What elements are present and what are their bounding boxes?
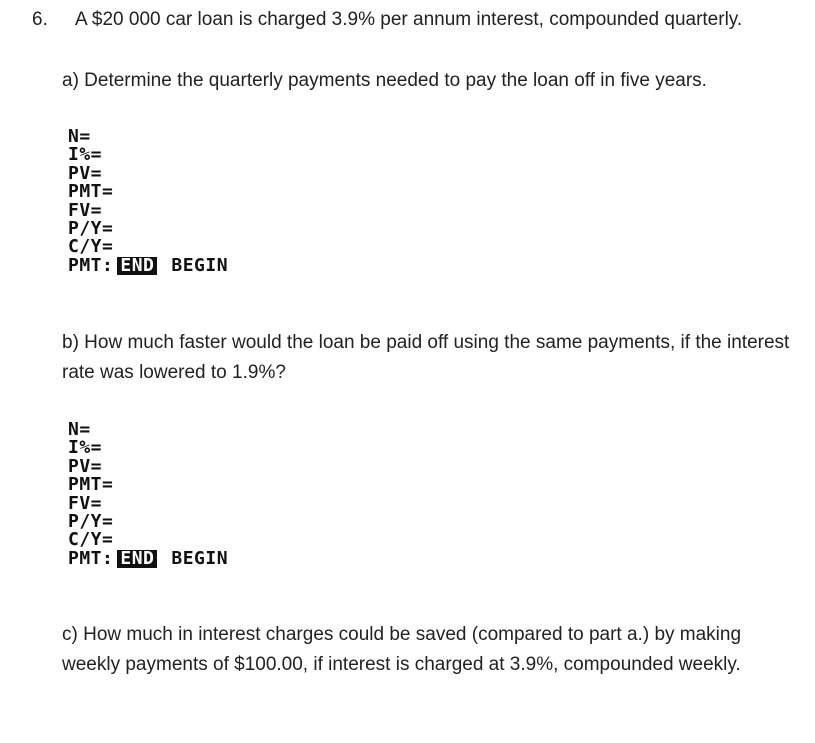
part-a-text: a) Determine the quarterly payments needed to pay the loan off in five years. <box>62 70 707 91</box>
tvm-interest-label: I%= <box>68 144 103 166</box>
tvm-pv-label: PV= <box>68 162 103 184</box>
tvm-mode-row <box>68 547 229 569</box>
tvm-mode-row <box>68 254 229 276</box>
tvm-mode-label: PMT: <box>68 547 114 569</box>
tvm-pmt-label: PMT= <box>68 474 114 496</box>
tvm-n-label: N= <box>68 126 91 147</box>
tvm-mode-begin: BEGIN <box>171 254 229 276</box>
tvm-interest-label: I%= <box>68 437 103 459</box>
tvm-mode-begin: BEGIN <box>171 547 229 569</box>
question-text: A $20 000 car loan is charged 3.9% per annum interest, compounded quarterly. <box>75 9 743 30</box>
tvm-mode-end-selected: END <box>117 550 157 568</box>
tvm-fv-label: FV= <box>68 199 103 221</box>
part-c-text: c) How much in interest charges could be saved (compared to part a.) by making weekly payments of $100.00, if interest is charged at 3.9%, compounded weekly. <box>62 624 742 675</box>
tvm-n-label: N= <box>68 419 91 440</box>
tvm-cy-label: C/Y= <box>68 236 114 258</box>
question-number: 6. <box>32 9 48 30</box>
tvm-pmt-label: PMT= <box>68 181 114 203</box>
tvm-solver-screen-a <box>68 128 228 275</box>
tvm-py-label: P/Y= <box>68 510 114 532</box>
tvm-fv-label: FV= <box>68 492 103 514</box>
part-b-text: b) How much faster would the loan be paid off using the same payments, if the interest rate was lowered to 1.9%? <box>62 332 790 383</box>
tvm-solver-screen-b <box>68 421 228 568</box>
tvm-cy-label: C/Y= <box>68 529 114 551</box>
tvm-mode-label: PMT: <box>68 254 114 276</box>
tvm-pv-label: PV= <box>68 455 103 477</box>
tvm-mode-end-selected: END <box>117 257 157 275</box>
tvm-py-label: P/Y= <box>68 217 114 239</box>
